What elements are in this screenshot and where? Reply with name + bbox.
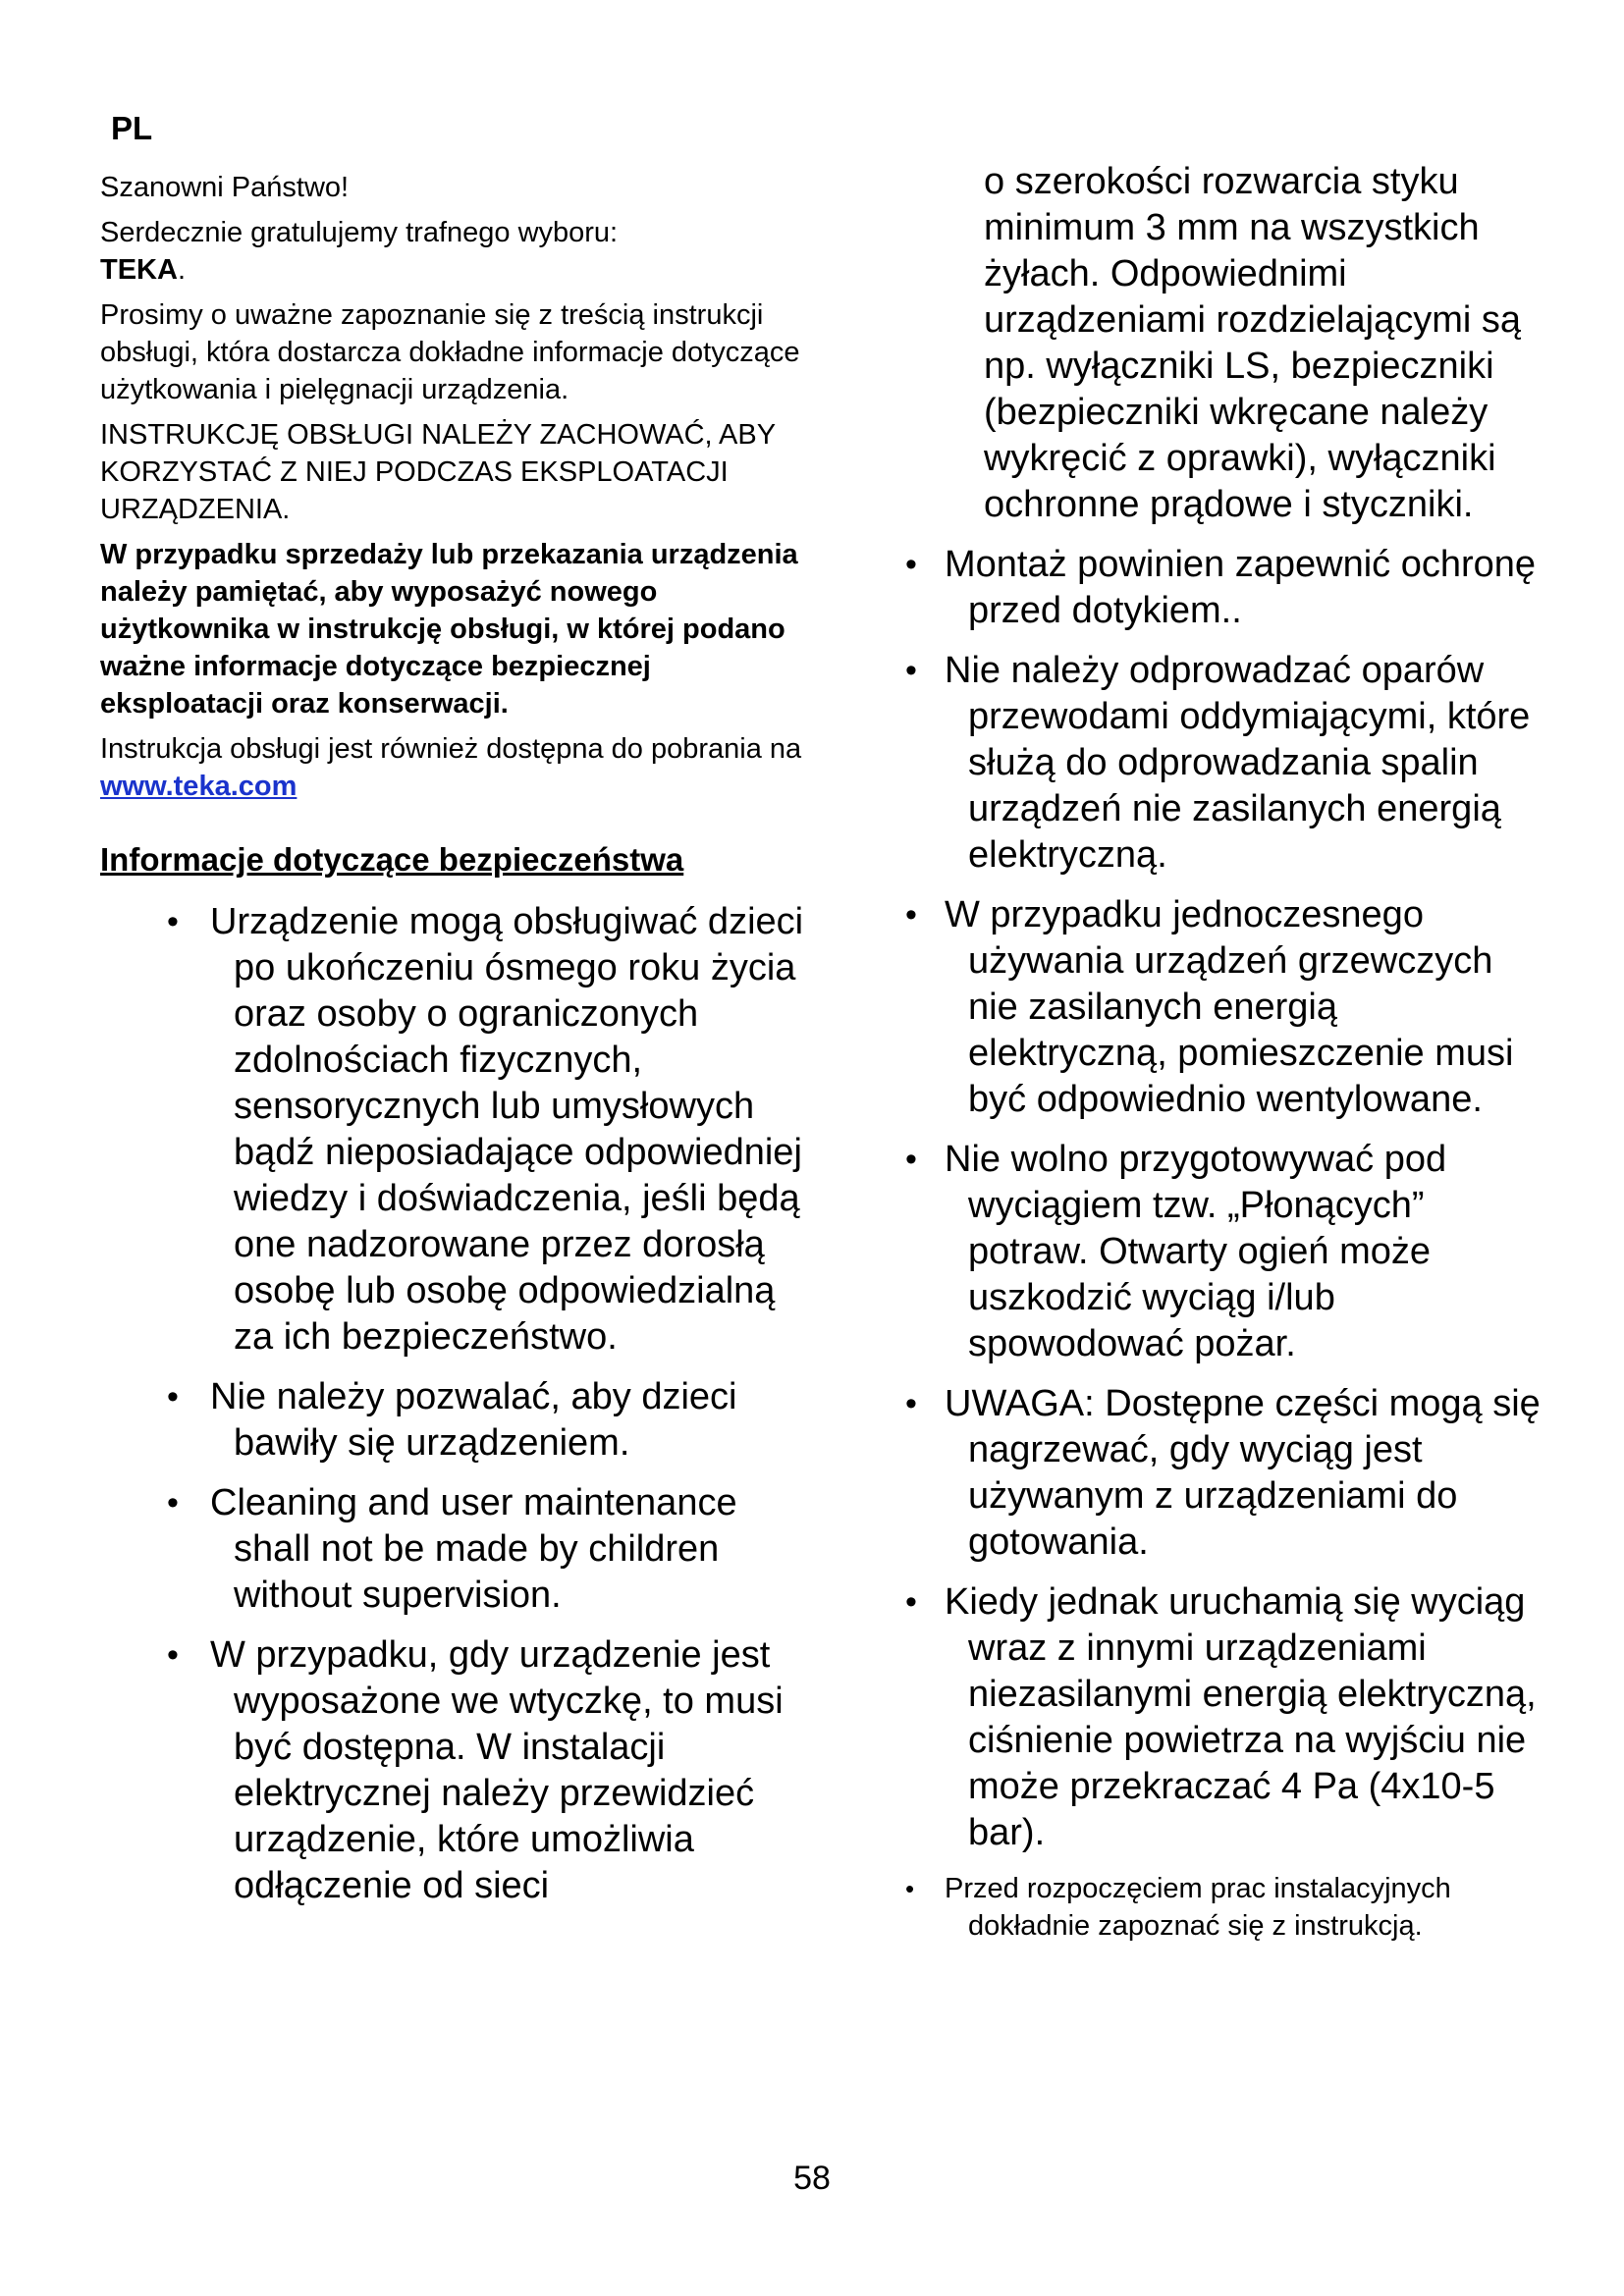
bullet-icon: • bbox=[905, 546, 917, 583]
bullet-icon: • bbox=[167, 1484, 179, 1522]
list-item: • W przypadku jednoczesnego używania urządzeń grzewczych nie zasilanych energią elektryczną, pomieszczenie musi być odpowiednio wentylowane. bbox=[905, 894, 1514, 1120]
left-column bbox=[100, 169, 807, 1923]
bullet-icon: • bbox=[167, 1636, 179, 1674]
safety-list-left bbox=[100, 899, 807, 1909]
list-item: • Montaż powinien zapewnić ochronę przed dotykiem.. bbox=[905, 544, 1537, 631]
list-item: • Nie należy pozwalać, aby dzieci bawiły się urządzeniem. bbox=[167, 1376, 737, 1464]
brand-suffix: . bbox=[177, 254, 187, 286]
congrats-paragraph bbox=[100, 214, 807, 289]
bullet-icon: • bbox=[905, 1874, 915, 1903]
brand-name: TEKA bbox=[100, 254, 178, 286]
language-label: PL bbox=[111, 110, 153, 146]
congrats-text: Serdecznie gratulujemy trafnego wyboru: bbox=[100, 217, 619, 248]
download-link[interactable]: www.teka.com bbox=[100, 771, 298, 802]
list-item: • Cleaning and user maintenance shall not be made by children without supervision. bbox=[167, 1482, 737, 1616]
list-item: • Kiedy jednak uruchamią się wyciąg wraz z innymi urządzeniami niezasilanymi energią elektryczną, ciśnienie powietrza na wyjściu nie może przekraczać 4 Pa (4x10-5 bar). bbox=[905, 1581, 1537, 1853]
download-text: Instrukcja obsługi jest również dostępna do pobrania na bbox=[100, 733, 802, 765]
keep-manual-paragraph: INSTRUKCJĘ OBSŁUGI NALEŻY ZACHOWAĆ, ABY KORZYSTAĆ Z NIEJ PODCZAS EKSPLOATACJI URZĄDZENIA. bbox=[100, 419, 776, 525]
continuation-text: o szerokości rozwarcia styku minimum 3 mm na wszystkich żyłach. Odpowiednimi urządzeniami rozdzielającymi są np. wyłączniki LS, bezpieczniki (bezpieczniki wkręcane należy wykręcić z oprawki), wyłączniki ochronne prądowe i styczniki. bbox=[984, 161, 1521, 525]
list-item: • Urządzenie mogą obsługiwać dzieci po ukończeniu ósmego roku życia oraz osoby o ograniczonych zdolnościach fizycznych, sensorycznych lub umysłowych bądź nieposiadające odpowiedniej wiedzy i doświadczenia, jeśli będą one nadzorowane przez dorosłą osobę lub osobę odpowiedzialną za ich bezpieczeństwo. bbox=[167, 901, 804, 1358]
bullet-icon: • bbox=[167, 1378, 179, 1415]
resale-note-paragraph: W przypadku sprzedaży lub przekazania urządzenia należy pamiętać, aby wyposażyć nowego użytkownika w instrukcję obsługi, w której podano ważne informacje dotyczące bezpiecznej eksploatacji oraz konserwacji. bbox=[100, 539, 798, 720]
final-note-list bbox=[905, 1870, 1543, 1945]
safety-section-title: Informacje dotyczące bezpieczeństwa bbox=[100, 841, 684, 878]
bullet-icon: • bbox=[167, 903, 179, 940]
please-read-paragraph: Prosimy o uważne zapoznanie się z treścią instrukcji obsługi, która dostarcza dokładne informacje dotyczące użytkowania i pielęgnacji urządzenia. bbox=[100, 299, 800, 405]
bullet-icon: • bbox=[905, 1385, 917, 1422]
list-item: • Nie wolno przygotowywać pod wyciągiem tzw. „Płonących” potraw. Otwarty ogień może uszkodzić wyciąg i/lub spowodować pożar. bbox=[905, 1139, 1447, 1364]
bullet-icon: • bbox=[905, 1583, 917, 1621]
list-item: • W przypadku, gdy urządzenie jest wyposażone we wtyczkę, to musi być dostępna. W instalacji elektrycznej należy przewidzieć urządzenie, które umożliwia odłączenie od sieci bbox=[167, 1634, 784, 1906]
list-item: • Przed rozpoczęciem prac instalacyjnych dokładnie zapoznać się z instrukcją. bbox=[905, 1870, 1543, 1945]
list-item: • UWAGA: Dostępne części mogą się nagrzewać, gdy wyciąg jest używanym z urządzeniami do gotowania. bbox=[905, 1383, 1541, 1563]
bullet-icon: • bbox=[905, 652, 917, 689]
bullet-icon: • bbox=[905, 896, 917, 934]
bullet-icon: • bbox=[905, 1141, 917, 1178]
page-number: 58 bbox=[793, 2160, 831, 2197]
right-column bbox=[905, 159, 1543, 1945]
greeting: Szanowni Państwo! bbox=[100, 172, 350, 203]
list-item: • Nie należy odprowadzać oparów przewodami oddymiającymi, które służą do odprowadzania spalin urządzeń nie zasilanych energią elektryczną. bbox=[905, 650, 1531, 876]
download-paragraph bbox=[100, 730, 807, 805]
safety-list-right bbox=[905, 542, 1543, 1856]
